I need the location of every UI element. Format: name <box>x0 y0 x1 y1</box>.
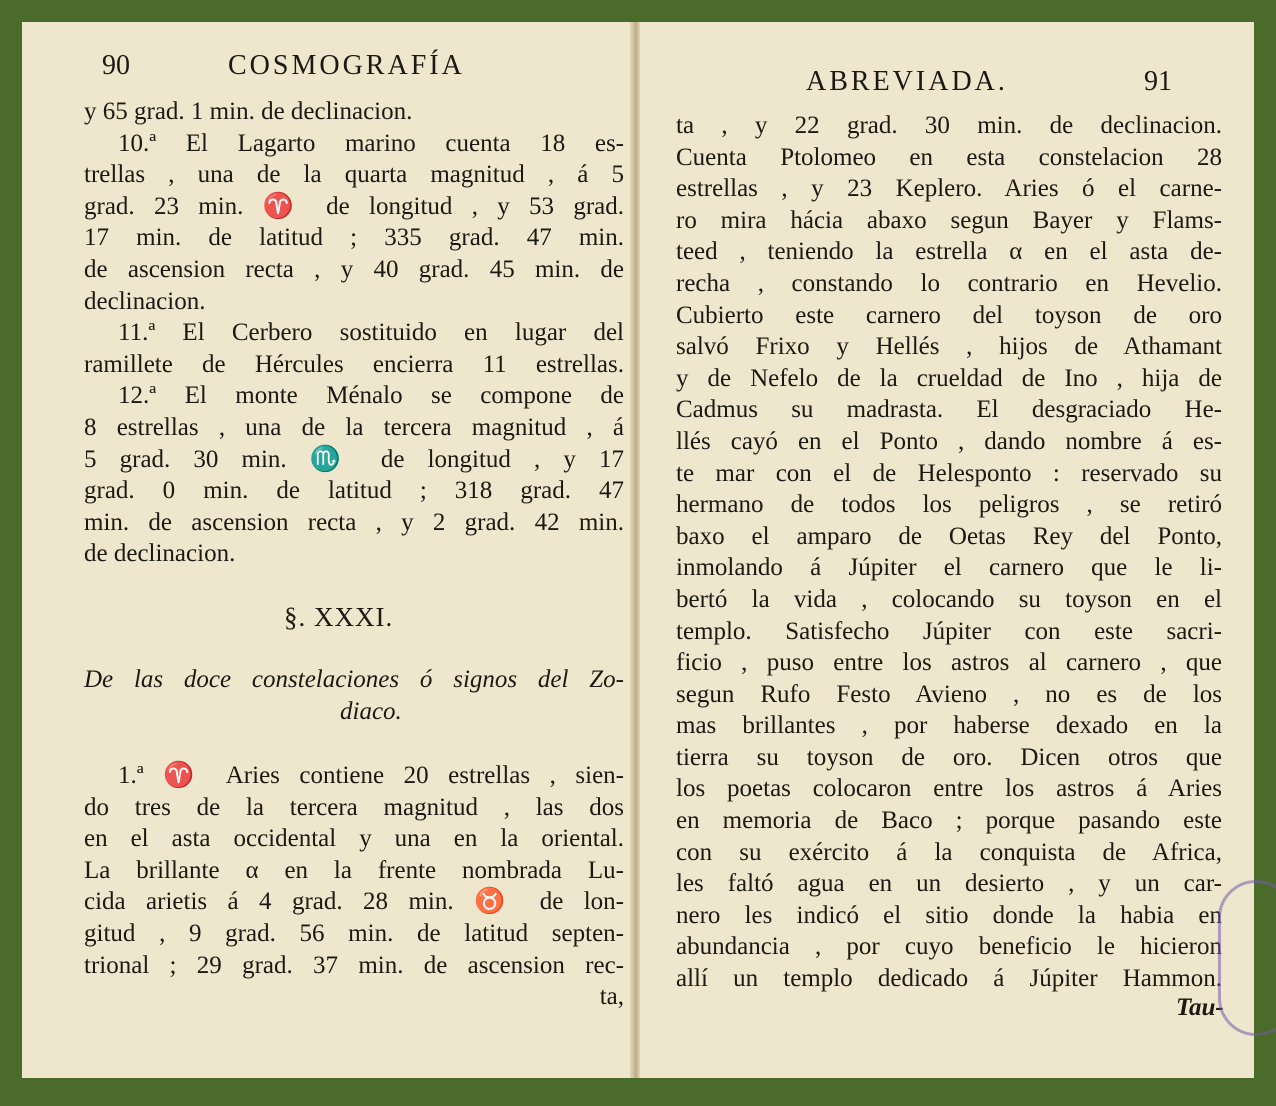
text-line: 17 min. de latitud ; 335 grad. 47 min. <box>84 224 624 252</box>
page-number: 91 <box>1144 66 1172 97</box>
text-block <box>676 110 1222 995</box>
text-line: min. de ascension recta , y 2 grad. 42 min. <box>84 508 624 536</box>
library-stamp <box>1218 880 1276 1036</box>
section-heading: §. XXXI. <box>284 602 394 632</box>
text-line: te mar con el de Helesponto : reservado su <box>676 459 1222 487</box>
text-line: trellas , una de la quarta magnitud , á 5 <box>84 161 624 189</box>
section-subheading <box>84 664 624 728</box>
text-line: La brillante α en la frente nombrada Lu- <box>84 856 624 884</box>
text-line: les faltó agua en un desierto , y un car- <box>676 870 1222 898</box>
text-line: 11.ª El Cerbero sostituido en lugar del <box>118 319 624 347</box>
text-line: llés cayó en el Ponto , dando nombre á es- <box>676 427 1222 455</box>
text-line: Cubierto este carnero del toyson de oro <box>676 301 1222 329</box>
text-line: con su exército á la conquista de Africa, <box>676 838 1222 866</box>
text-line: templo. Satisfecho Júpiter con este sacri- <box>676 617 1222 645</box>
text-line: Cadmus su madrasta. El desgraciado He- <box>676 396 1222 424</box>
text-line: 8 estrellas , una de la tercera magnitud , á <box>84 413 624 441</box>
text-line: abundancia , por cuyo beneficio le hicieron <box>676 933 1222 961</box>
text-line: estrellas , y 23 Keplero. Aries ó el carne- <box>676 175 1222 203</box>
text-line: los poetas colocaron entre los astros á Aries <box>676 775 1222 803</box>
text-line: do tres de la tercera magnitud , las dos <box>84 793 624 821</box>
text-line: de declinacion. <box>84 540 236 568</box>
text-line: ta, <box>599 983 624 1011</box>
text-line: y 65 grad. 1 min. de declinacion. <box>84 98 413 125</box>
text-line: nero les indicó el sitio donde la habia en <box>676 901 1222 929</box>
running-head: ABREVIADA. <box>806 66 1008 97</box>
text-line: grad. 0 min. de latitud ; 318 grad. 47 <box>84 477 624 505</box>
text-line: gitud , 9 grad. 56 min. de latitud septen- <box>84 919 624 947</box>
text-line: y de Nefelo de la crueldad de Ino , hija de <box>676 364 1222 392</box>
text-line: cida arietis á 4 grad. 28 min. ♉ de lon- <box>84 888 624 916</box>
text-line: de ascension recta , y 40 grad. 45 min. de <box>84 255 624 283</box>
text-line: inmolando á Júpiter el carnero que le li- <box>676 554 1222 582</box>
text-line: recha , constando lo contrario en Hevelio. <box>676 269 1222 297</box>
text-line: 1.ª ♈ Aries contiene 20 estrellas , sien- <box>118 762 624 789</box>
page-number: 90 <box>102 50 130 81</box>
text-line: ta , y 22 grad. 30 min. de declinacion. <box>676 112 1222 139</box>
text-line: ficio , puso entre los astros al carnero , que <box>676 649 1222 677</box>
text-line: hermano de todos los peligros , se retiró <box>676 491 1222 519</box>
text-block-top <box>84 96 624 570</box>
text-line: allí un templo dedicado á Júpiter Hammon. <box>676 965 1222 993</box>
text-line: en memoria de Baco ; porque pasando este <box>676 807 1222 835</box>
right-page <box>640 22 1254 1078</box>
catchword: Tau- <box>1176 994 1224 1021</box>
text-block-bottom <box>84 760 624 1013</box>
text-line: tierra su toyson de oro. Dicen otros que <box>676 743 1222 771</box>
text-line: salvó Frixo y Hellés , hijos de Athamant <box>676 333 1222 361</box>
text-line: Cuenta Ptolomeo en esta constelacion 28 <box>676 143 1222 171</box>
text-line: trional ; 29 grad. 37 min. de ascension rec- <box>84 951 624 979</box>
text-line: segun Rufo Festo Avieno , no es de los <box>676 680 1222 708</box>
text-line: 12.ª El monte Ménalo se compone de <box>118 382 624 410</box>
subheading-line: diaco. <box>340 698 402 725</box>
text-line: ramillete de Hércules encierra 11 estrellas. <box>84 350 624 378</box>
left-page <box>22 22 630 1078</box>
text-line: en el asta occidental y una en la oriental. <box>84 825 624 853</box>
book-spread <box>22 22 1254 1078</box>
text-line: 5 grad. 30 min. ♏ de longitud , y 17 <box>84 445 624 473</box>
book-gutter <box>630 22 640 1078</box>
text-line: baxo el amparo de Oetas Rey del Ponto, <box>676 522 1222 550</box>
text-line: grad. 23 min. ♈ de longitud , y 53 grad. <box>84 192 624 220</box>
text-line: teed , teniendo la estrella α en el asta de- <box>676 238 1222 266</box>
subheading-line: De las doce constelaciones ó signos del Zo- <box>84 666 624 693</box>
text-line: 10.ª El Lagarto marino cuenta 18 es- <box>118 129 624 157</box>
text-line: declinacion. <box>84 287 206 315</box>
text-line: ro mira hácia abaxo segun Bayer y Flams- <box>676 206 1222 234</box>
running-head: COSMOGRAFÍA <box>228 50 465 81</box>
text-line: mas brillantes , por haberse dexado en la <box>676 712 1222 740</box>
text-line: bertó la vida , colocando su toyson en el <box>676 585 1222 613</box>
